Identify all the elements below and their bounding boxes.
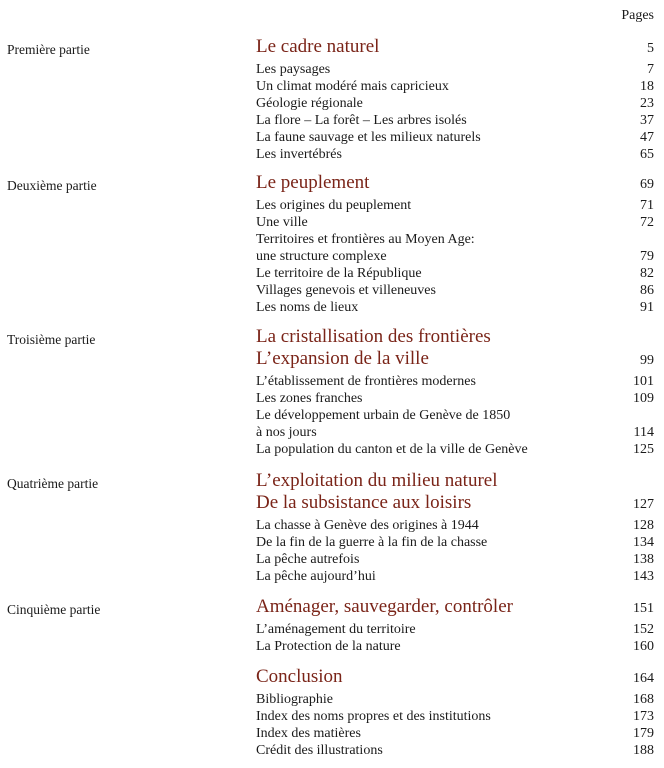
toc-entry: Les invertébrés — [256, 147, 342, 162]
section-title-page: 127 — [633, 497, 654, 512]
toc-entry: à nos jours — [256, 425, 317, 440]
toc-entry-page: 37 — [640, 113, 654, 128]
toc-entry: Géologie régionale — [256, 96, 363, 111]
toc-entry: La faune sauvage et les milieux naturels — [256, 130, 481, 145]
toc-entry-page: 160 — [633, 639, 654, 654]
toc-entry: Un climat modéré mais capricieux — [256, 79, 449, 94]
section-title-page: 5 — [647, 41, 654, 56]
toc-entry-page: 86 — [640, 283, 654, 298]
toc-entry-page: 101 — [633, 374, 654, 389]
toc-entry: La flore – La forêt – Les arbres isolés — [256, 113, 467, 128]
toc-entry-page: 125 — [633, 442, 654, 457]
toc-entry: Le développement urbain de Genève de 1850 — [256, 408, 511, 423]
toc-entry-page: 47 — [640, 130, 654, 145]
toc-entry-page: 152 — [633, 622, 654, 637]
toc-entry: La population du canton et de la ville de Genève — [256, 442, 528, 457]
section-title: Conclusion — [256, 666, 343, 687]
toc-entry-page: 91 — [640, 300, 654, 315]
toc-entry-page: 7 — [647, 62, 654, 77]
toc-entry-page: 65 — [640, 147, 654, 162]
toc-entry: De la fin de la guerre à la fin de la chasse — [256, 535, 488, 550]
section-title: Le peuplement — [256, 172, 370, 193]
toc-entry: La pêche autrefois — [256, 552, 360, 567]
toc-entry-page: 109 — [633, 391, 654, 406]
toc-entry: Une ville — [256, 215, 308, 230]
toc-entry-page: 79 — [640, 249, 654, 264]
toc-entry-page: 138 — [633, 552, 654, 567]
toc-entry-page: 128 — [633, 518, 654, 533]
toc-entry: Les paysages — [256, 62, 331, 77]
toc-entry: La pêche aujourd’hui — [256, 569, 376, 584]
toc-entry: L’aménagement du territoire — [256, 622, 416, 637]
toc-entry: Les origines du peuplement — [256, 198, 412, 213]
section-title: Le cadre naturel — [256, 36, 380, 57]
toc-entry: La Protection de la nature — [256, 639, 401, 654]
section-title-page: 164 — [633, 671, 654, 686]
toc-entry-page: 72 — [640, 215, 654, 230]
pages-column-header: Pages — [621, 8, 654, 23]
toc-entry: La chasse à Genève des origines à 1944 — [256, 518, 479, 533]
part-label: Quatrième partie — [7, 476, 99, 491]
toc-entry-page: 134 — [633, 535, 654, 550]
toc-entry-page: 168 — [633, 692, 654, 707]
toc-entry: Villages genevois et villeneuves — [256, 283, 436, 298]
toc-entry: Le territoire de la République — [256, 266, 422, 281]
toc-entry: Index des matières — [256, 726, 361, 741]
toc-entry-page: 143 — [633, 569, 654, 584]
section-title-page: 151 — [633, 601, 654, 616]
toc-entry-page: 18 — [640, 79, 654, 94]
toc-entry: Crédit des illustrations — [256, 743, 383, 758]
section-title: Aménager, sauvegarder, contrôler — [256, 596, 513, 617]
part-label: Troisième partie — [7, 332, 96, 347]
toc-entry-page: 114 — [633, 425, 654, 440]
toc-entry-page: 188 — [633, 743, 654, 758]
toc-entry: Index des noms propres et des institutions — [256, 709, 491, 724]
section-title-page: 99 — [640, 353, 654, 368]
toc-entry-page: 173 — [633, 709, 654, 724]
toc-entry: Territoires et frontières au Moyen Age: — [256, 232, 475, 247]
section-title: L’expansion de la ville — [256, 348, 429, 369]
part-label: Deuxième partie — [7, 178, 97, 193]
toc-entry: une structure complexe — [256, 249, 387, 264]
toc-entry-page: 23 — [640, 96, 654, 111]
toc-entry: L’établissement de frontières modernes — [256, 374, 476, 389]
section-title: La cristallisation des frontières — [256, 326, 491, 347]
toc-entry-page: 71 — [640, 198, 654, 213]
part-label: Cinquième partie — [7, 602, 101, 617]
toc-entry: Bibliographie — [256, 692, 333, 707]
section-title-page: 69 — [640, 177, 654, 192]
part-label: Première partie — [7, 42, 90, 57]
section-title: De la subsistance aux loisirs — [256, 492, 472, 513]
section-title: L’exploitation du milieu naturel — [256, 470, 498, 491]
toc-entry-page: 179 — [633, 726, 654, 741]
toc-entry-page: 82 — [640, 266, 654, 281]
toc-entry: Les zones franches — [256, 391, 363, 406]
toc-entry: Les noms de lieux — [256, 300, 359, 315]
